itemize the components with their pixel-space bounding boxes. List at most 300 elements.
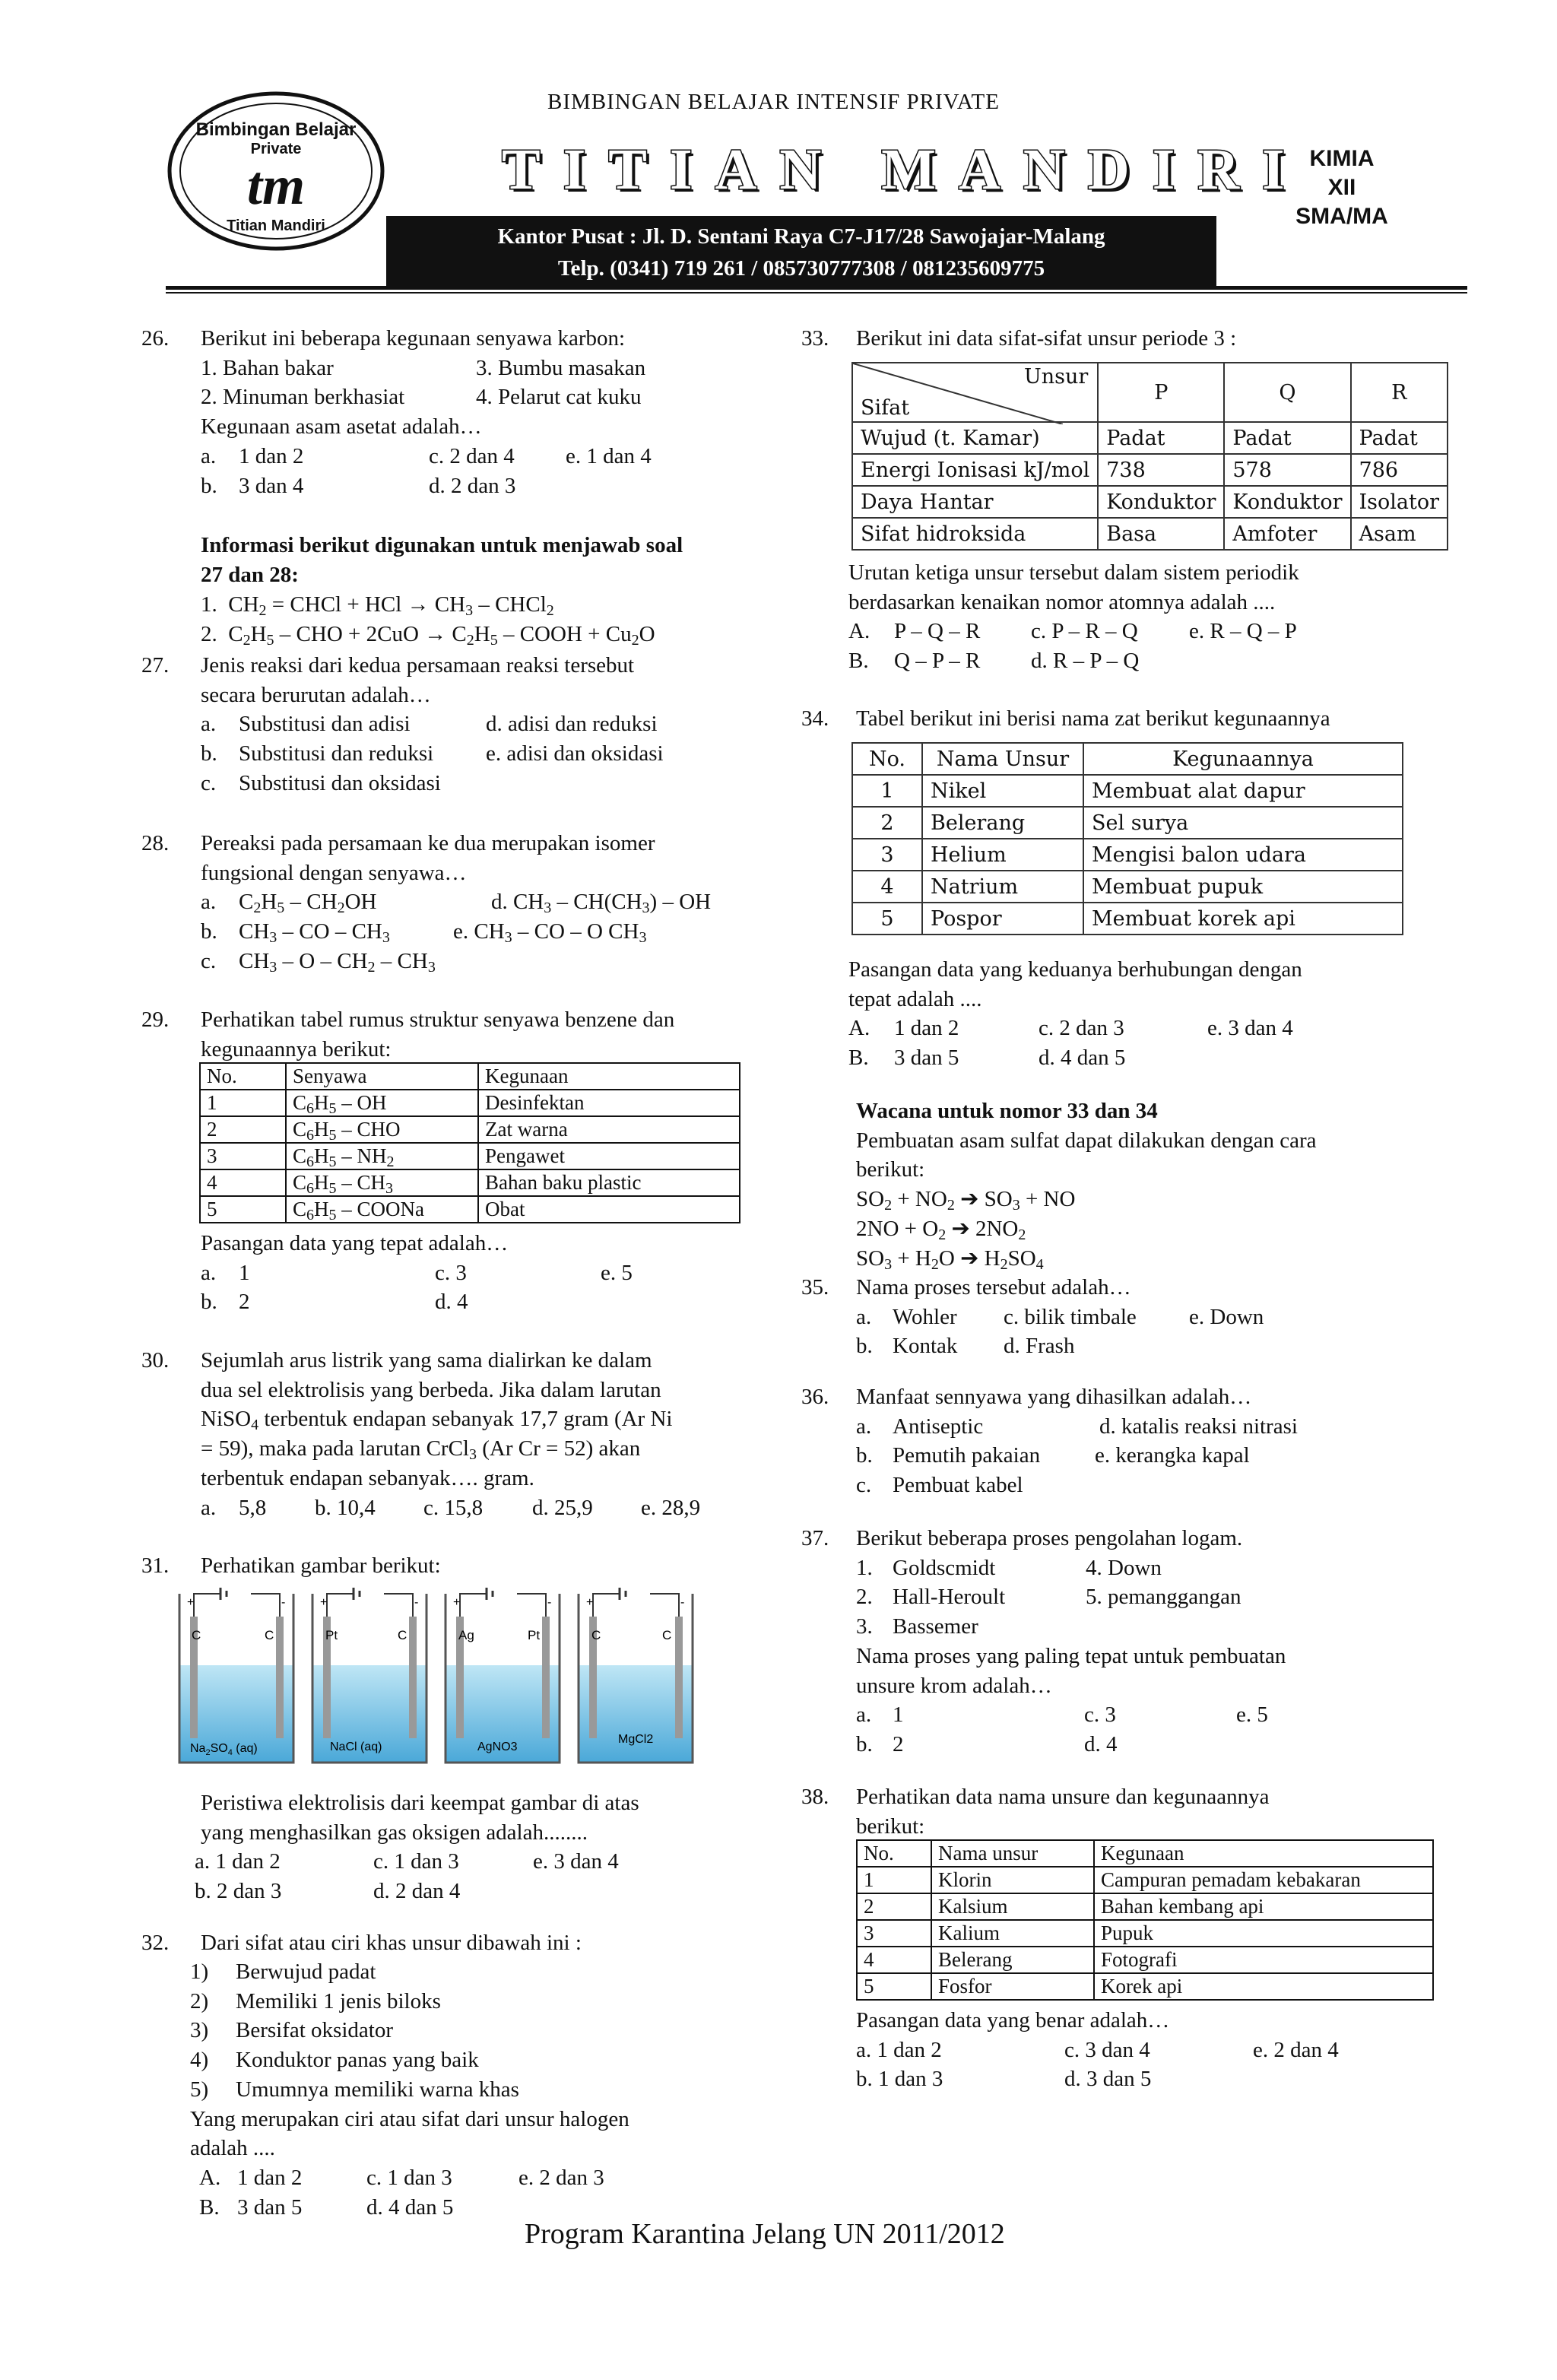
option-b[interactable]: $CH_3$ – CO – $CH_3$ — [239, 919, 390, 947]
table-header: Nama unsur — [931, 1840, 1094, 1867]
table-cell: 3 — [852, 839, 922, 871]
electrode-label: C — [398, 1628, 407, 1642]
cell-1 — [179, 1588, 293, 1763]
option-c[interactable]: $CH_3$ – O – $CH_2 - CH_3$ — [239, 948, 436, 976]
option-letter: a. — [201, 443, 217, 468]
option-d[interactable]: d. katalis reaksi nitrasi — [1099, 1414, 1298, 1439]
element-use-table — [851, 742, 1403, 935]
logo-sub-text: Private — [250, 141, 302, 157]
table-header: R — [1351, 363, 1448, 422]
table-row — [200, 1143, 740, 1169]
question-31-options — [195, 1788, 788, 1906]
table-header-row — [200, 1063, 740, 1090]
subject-label — [1285, 144, 1399, 231]
option-c[interactable]: c. bilik timbale — [1004, 1304, 1137, 1329]
electrode-label: C — [192, 1628, 201, 1642]
table-header: No. — [857, 1840, 931, 1867]
table-cell: 738 — [1098, 454, 1224, 486]
table-header: Senyawa — [286, 1063, 478, 1090]
titian-mandiri-logo — [166, 90, 386, 253]
question-31 — [141, 1551, 441, 1581]
table-cell: Isolator — [1351, 486, 1448, 518]
option-b[interactable]: Substitusi dan reduksi — [239, 741, 434, 766]
text-run: terbentuk endapan sebanyak 17,7 gram (Ar Ni — [258, 1407, 673, 1432]
table-cell: Amfoter — [1224, 518, 1350, 550]
question-ask: Pasangan data yang keduanya berhubungan dengan — [848, 957, 1302, 982]
table-cell: Kalsium — [931, 1893, 1094, 1920]
option-d[interactable]: d. 2 dan 3 — [429, 473, 516, 498]
option-e[interactable]: e. kerangka kapal — [1095, 1443, 1250, 1468]
table-cell: Desinfektan — [478, 1090, 740, 1116]
anode-sign: + — [453, 1596, 461, 1609]
option-a[interactable]: 1 dan 2 — [237, 2165, 303, 2190]
table-cell: 2 — [857, 1893, 931, 1920]
question-stem: secara berurutan adalah… — [201, 682, 431, 707]
table-row — [200, 1090, 740, 1116]
equation: $2NO + O_2$ ➔ $2NO_2$ — [856, 1216, 1026, 1243]
option-c[interactable]: c. 3 dan 4 — [1064, 2037, 1150, 2062]
table-row — [852, 775, 1403, 807]
anode-sign: + — [187, 1596, 195, 1609]
option-e[interactable]: e. adisi dan oksidasi — [486, 741, 664, 766]
option-e[interactable]: e. R – Q – P — [1189, 619, 1297, 644]
table-cell: Konduktor — [1098, 486, 1224, 518]
option-b[interactable]: b. 10,4 — [315, 1495, 376, 1520]
option-b[interactable]: 3 dan 4 — [239, 473, 304, 498]
info-line: Informasi berikut digunakan untuk menjawab soal — [201, 533, 683, 557]
table-row — [852, 903, 1403, 935]
question-34-options — [848, 955, 1457, 1073]
option-e[interactable]: e. 3 dan 4 — [533, 1849, 619, 1874]
electrode-label: Pt — [325, 1628, 338, 1642]
option-d[interactable]: d. 4 — [1084, 1731, 1118, 1756]
wacana-block — [856, 1096, 1464, 1273]
table-cell: 786 — [1351, 454, 1448, 486]
table-row — [852, 518, 1448, 550]
option-c[interactable]: c. 3 — [1084, 1702, 1116, 1728]
cell-4 — [579, 1588, 693, 1763]
table-cell: Mengisi balon udara — [1083, 839, 1403, 871]
table-row — [857, 1947, 1433, 1973]
question-ask: Nama proses yang paling tepat untuk pembuatan — [856, 1643, 1286, 1668]
logo-monogram: tm — [246, 155, 306, 216]
option-e[interactable]: e. 5 — [1236, 1702, 1268, 1728]
table-row — [200, 1116, 740, 1143]
solution-label: NaCl (aq) — [330, 1741, 382, 1753]
option-d[interactable]: d. adisi dan reduksi — [486, 712, 658, 737]
table-cell: $C_6H_5$ – CHO — [286, 1116, 478, 1143]
logo-bottom-text: Titian Mandiri — [227, 217, 325, 234]
question-number: 33. — [801, 326, 829, 351]
option-c[interactable]: c. 1 dan 3 — [366, 2165, 452, 2190]
option-e[interactable]: e. 3 dan 4 — [1207, 1016, 1293, 1041]
question-ask: berdasarkan kenaikan nomor atomnya adalah .... — [848, 589, 1276, 614]
question-ask: Pasangan data yang benar adalah… — [856, 2008, 1170, 2033]
question-ask: Yang merupakan ciri atau sifat dari unsur halogen — [190, 2106, 629, 2131]
cell-3 — [446, 1588, 560, 1763]
list-item: 1) Berwujud padat — [190, 1960, 376, 1984]
option-e[interactable]: e. 1 dan 4 — [566, 443, 652, 468]
header-rule — [166, 286, 1467, 290]
option-letter: b. — [201, 919, 217, 944]
table-row — [852, 871, 1403, 903]
question-stem: berikut: — [856, 1814, 925, 1839]
table-cell: 2 — [852, 807, 922, 839]
table-cell: Klorin — [931, 1867, 1094, 1893]
table-cell: Bahan baku plastic — [478, 1169, 740, 1196]
option-a[interactable]: P – Q – R — [894, 619, 981, 644]
solution-label: AgNO3 — [477, 1741, 518, 1753]
question-stem: Sejumlah arus listrik yang sama dialirkan ke dalam — [201, 1348, 652, 1372]
equation: $SO_3 + H_2O$ ➔ $H_2SO_4$ — [856, 1246, 1044, 1273]
question-ask: Peristiwa elektrolisis dari keempat gambar di atas — [201, 1791, 639, 1815]
table-cell: 5 — [852, 903, 922, 935]
question-32 — [141, 1928, 582, 1958]
list-item: 2) Memiliki 1 jenis biloks — [190, 1988, 441, 2013]
table-row — [852, 422, 1448, 454]
table-header: P — [1098, 363, 1224, 422]
table-cell: Pengawet — [478, 1143, 740, 1169]
text-run: = 59), maka pada larutan CrCl — [201, 1436, 469, 1461]
table-cell: Belerang — [922, 807, 1083, 839]
cathode-sign: - — [414, 1596, 419, 1609]
table-cell: 4 — [852, 871, 922, 903]
option-c[interactable]: Substitusi dan oksidasi — [239, 770, 441, 795]
option-b[interactable]: 3 dan 5 — [237, 2194, 303, 2220]
table-cell: $C_6H_5$ – OH — [286, 1090, 478, 1116]
option-letter: b. — [201, 473, 217, 498]
question-number: 31. — [141, 1553, 170, 1578]
option-c[interactable]: c. 3 — [435, 1260, 467, 1285]
table-cell: Konduktor — [1224, 486, 1350, 518]
table-row — [857, 1867, 1433, 1893]
option-b[interactable]: 3 dan 5 — [894, 1046, 959, 1071]
question-stem: Nama proses tersebut adalah… — [856, 1275, 1131, 1299]
benzene-table — [199, 1062, 740, 1223]
table-cell: Belerang — [931, 1947, 1094, 1973]
question-33 — [801, 324, 1237, 354]
option-letter: A. — [199, 2165, 221, 2190]
question-stem: Perhatikan gambar berikut: — [201, 1553, 441, 1578]
list-item: 3) Bersifat oksidator — [190, 2018, 393, 2043]
cathode-sign: - — [680, 1596, 685, 1609]
table-row — [857, 1973, 1433, 2000]
subject-name: KIMIA — [1309, 146, 1375, 171]
table-row — [852, 454, 1448, 486]
option-e[interactable]: e. 2 dan 4 — [1253, 2037, 1339, 2062]
question-stem: Jenis reaksi dari kedua persamaan reaksi tersebut — [201, 653, 635, 678]
table-cell: Bahan kembang api — [1094, 1893, 1433, 1920]
option-e[interactable]: e. $CH_3$ – CO – O $CH_3$ — [453, 919, 647, 947]
option-d[interactable]: d. 25,9 — [532, 1495, 593, 1520]
office-address: Kantor Pusat : Jl. D. Sentani Raya C7-J17/28 Sawojajar-Malang — [497, 224, 1105, 249]
option-a[interactable]: 5,8 — [239, 1495, 267, 1520]
office-phone: Telp. (0341) 719 261 / 085730777308 / 081235609775 — [557, 256, 1045, 281]
option-c[interactable]: Pembuat kabel — [893, 1473, 1023, 1498]
electrode-label: C — [591, 1628, 601, 1642]
table-header: Kegunaan — [478, 1063, 740, 1090]
page-footer: Program Karantina Jelang UN 2011/2012 — [525, 2218, 1005, 2250]
option-letter: b. — [856, 1334, 873, 1359]
element-use-table-38 — [856, 1839, 1434, 2001]
option-c[interactable]: c. 1 dan 3 — [373, 1849, 459, 1874]
question-number: 26. — [141, 326, 170, 351]
table-cell: Natrium — [922, 871, 1083, 903]
info-line: 27 dan 28: — [201, 562, 299, 587]
table-cell: 1 — [852, 775, 922, 807]
option-letter: a. — [201, 1495, 217, 1520]
cathode-sign: - — [281, 1596, 286, 1609]
corner-bottom-label: Sifat — [861, 396, 910, 420]
question-stem: Berikut ini data sifat-sifat unsur periode 3 : — [856, 326, 1237, 351]
table-cell: $C_6H_5 - NH_2$ — [286, 1143, 478, 1169]
option-letter: a. — [201, 890, 217, 915]
table-row — [200, 1169, 740, 1196]
option-letter: a. — [201, 1260, 217, 1285]
table-cell: 3 — [200, 1143, 286, 1169]
table-cell: $C_6H_5 - CH_3$ — [286, 1169, 478, 1196]
option-d[interactable]: d. $CH_3 - CH(CH_3)$ – OH — [491, 890, 712, 917]
list-item: 1. Goldscmidt 4. Down — [856, 1555, 1162, 1580]
list-item: 4. Pelarut cat kuku — [476, 385, 642, 410]
table-cell: Helium — [922, 839, 1083, 871]
wacana-text: Pembuatan asam sulfat dapat dilakukan dengan cara — [856, 1128, 1317, 1153]
question-ask: adalah .... — [190, 2136, 275, 2161]
option-d[interactable]: d. 2 dan 4 — [373, 1879, 461, 1904]
question-stem: Perhatikan tabel rumus struktur senyawa benzene dan — [201, 1008, 675, 1032]
table-cell: Nikel — [922, 775, 1083, 807]
question-34 — [801, 704, 1330, 734]
table-cell: 3 — [857, 1920, 931, 1947]
table-header-row — [857, 1840, 1433, 1867]
option-a[interactable]: $C_2H_5 - CH_2OH$ — [239, 890, 377, 917]
electrolysis-figure — [173, 1586, 706, 1769]
option-b[interactable]: Kontak — [893, 1334, 958, 1359]
reaction-equations — [201, 590, 655, 649]
question-stem: Pereaksi pada persamaan ke dua merupakan isomer — [201, 831, 655, 855]
question-35 — [801, 1273, 1264, 1359]
table-cell: Padat — [1351, 422, 1448, 454]
option-d[interactable]: d. Frash — [1004, 1334, 1075, 1359]
table-cell: Pospor — [922, 903, 1083, 935]
anode-sign: + — [320, 1596, 328, 1609]
table-cell: Membuat pupuk — [1083, 871, 1403, 903]
address-box — [386, 216, 1216, 286]
subject-grade: XII — [1327, 175, 1356, 200]
table-header-row — [852, 363, 1448, 422]
question-number: 27. — [141, 653, 170, 678]
table-cell: $C_6H_5$ – COONa — [286, 1196, 478, 1223]
text-run: NiSO — [201, 1407, 252, 1432]
question-stem: Berikut beberapa proses pengolahan logam. — [856, 1526, 1243, 1550]
option-d[interactable]: d. 4 dan 5 — [1039, 1046, 1126, 1071]
period3-table — [851, 362, 1448, 551]
question-number: 38. — [801, 1785, 829, 1809]
table-cell: Obat — [478, 1196, 740, 1223]
option-letter: b. — [856, 1731, 873, 1756]
table-header: Kegunaannya — [1083, 743, 1403, 775]
table-cell: Membuat korek api — [1083, 903, 1403, 935]
table-cell: Daya Hantar — [852, 486, 1098, 518]
option-a[interactable]: Substitusi dan adisi — [239, 712, 411, 737]
table-header: Nama Unsur — [922, 743, 1083, 775]
equation: $SO_2 + NO_2$ ➔ $SO_3$ + NO — [856, 1187, 1076, 1214]
table-row — [200, 1196, 740, 1223]
option-e[interactable]: e. 5 — [601, 1260, 633, 1285]
option-b[interactable]: 2 — [893, 1731, 904, 1756]
table-cell: 1 — [857, 1867, 931, 1893]
question-stem: dua sel elektrolisis yang berbeda. Jika dalam larutan — [201, 1377, 661, 1402]
question-ask: tepat adalah .... — [848, 986, 982, 1011]
table-cell: 2 — [200, 1116, 286, 1143]
option-a[interactable]: 1 — [239, 1260, 250, 1285]
list-item: 2. Hall-Heroult 5. pemanggangan — [856, 1585, 1241, 1610]
table-cell: 578 — [1224, 454, 1350, 486]
option-letter: b. — [856, 1443, 873, 1468]
option-letter: B. — [848, 649, 869, 674]
table-cell: Membuat alat dapur — [1083, 775, 1403, 807]
table-cell: 4 — [200, 1169, 286, 1196]
option-a[interactable]: 1 dan 2 — [239, 443, 304, 468]
question-number: 34. — [801, 706, 829, 731]
option-letter: b. — [201, 1290, 217, 1315]
info-27-28 — [201, 531, 683, 589]
option-a[interactable]: 1 — [893, 1702, 904, 1728]
solution-label: $Na_2SO_4$ (aq) — [190, 1742, 258, 1757]
option-a[interactable]: a. 1 dan 2 — [856, 2037, 942, 2062]
table-cell: Padat — [1098, 422, 1224, 454]
question-ask: Pasangan data yang tepat adalah… — [201, 1231, 509, 1255]
option-c[interactable]: c. 2 dan 3 — [1039, 1016, 1124, 1041]
table-corner-cell — [852, 363, 1098, 422]
option-d[interactable]: d. 3 dan 5 — [1064, 2067, 1152, 2092]
option-letter: a. — [856, 1702, 872, 1728]
option-b[interactable]: 2 — [239, 1290, 250, 1315]
option-b[interactable]: b. 1 dan 3 — [856, 2067, 943, 2092]
question-number: 35. — [801, 1275, 829, 1299]
option-b[interactable]: b. 2 dan 3 — [195, 1879, 282, 1904]
question-stem: NiSO$_4$ terbentuk endapan sebanyak 17,7 gram (Ar Ni — [201, 1407, 673, 1434]
table-cell: Basa — [1098, 518, 1224, 550]
question-26 — [141, 324, 652, 498]
option-letter: b. — [201, 741, 217, 766]
question-stem: Manfaat sennyawa yang dihasilkan adalah… — [856, 1385, 1252, 1409]
option-d[interactable]: d. 4 — [435, 1290, 468, 1315]
option-letter: B. — [199, 2194, 220, 2220]
question-stem: Dari sifat atau ciri khas unsur dibawah ini : — [201, 1931, 582, 1955]
option-c[interactable]: c. 2 dan 4 — [429, 443, 515, 468]
option-b[interactable]: Pemutih pakaian — [893, 1443, 1041, 1468]
solution-label: MgCl2 — [618, 1733, 654, 1746]
question-38-options — [856, 2006, 1464, 2094]
header-rule-thin — [166, 292, 1467, 294]
table-cell: 5 — [857, 1973, 931, 2000]
option-letter: a. — [856, 1304, 872, 1329]
option-letter: c. — [201, 948, 217, 973]
corner-top-label: Unsur — [1023, 365, 1089, 389]
table-row — [857, 1893, 1433, 1920]
question-ask: Kegunaan asam asetat adalah… — [201, 414, 482, 440]
anode-sign: + — [586, 1596, 594, 1609]
table-cell: Energi Ionisasi kJ/mol — [852, 454, 1098, 486]
option-letter: c. — [201, 770, 217, 795]
table-cell: Padat — [1224, 422, 1350, 454]
table-cell: Sifat hidroksida — [852, 518, 1098, 550]
list-item: 2. Minuman berkhasiat — [201, 385, 405, 410]
option-e[interactable]: e. 2 dan 3 — [518, 2165, 604, 2190]
question-number: 37. — [801, 1526, 829, 1550]
table-cell: Fotografi — [1094, 1947, 1433, 1973]
table-cell: Pupuk — [1094, 1920, 1433, 1947]
option-letter: c. — [856, 1473, 872, 1498]
option-a[interactable]: 1 dan 2 — [894, 1016, 959, 1041]
option-d[interactable]: d. 4 dan 5 — [366, 2194, 454, 2220]
question-29 — [141, 1005, 675, 1061]
table-cell: Zat warna — [478, 1116, 740, 1143]
list-item: 1. Bahan bakar — [201, 355, 334, 380]
option-b[interactable]: Q – P – R — [894, 649, 981, 674]
option-c[interactable]: c. P – R – Q — [1031, 619, 1138, 644]
table-header: No. — [200, 1063, 286, 1090]
question-38 — [801, 1782, 1270, 1839]
question-29-options — [201, 1229, 778, 1317]
table-cell: 1 — [200, 1090, 286, 1116]
table-cell: 5 — [200, 1196, 286, 1223]
table-cell: Sel surya — [1083, 807, 1403, 839]
table-cell: Kalium — [931, 1920, 1094, 1947]
option-letter: A. — [848, 1016, 870, 1041]
question-28 — [141, 829, 712, 976]
table-cell: Fosfor — [931, 1973, 1094, 2000]
list-item: 3. Bumbu masakan — [476, 355, 646, 380]
cathode-sign: - — [547, 1596, 552, 1609]
wacana-title: Wacana untuk nomor 33 dan 34 — [856, 1099, 1158, 1123]
org-line: BIMBINGAN BELAJAR INTENSIF PRIVATE — [547, 90, 1000, 114]
option-a[interactable]: a. 1 dan 2 — [195, 1849, 281, 1874]
option-letter: a. — [856, 1414, 872, 1439]
question-stem: Tabel berikut ini berisi nama zat berikut kegunaannya — [856, 706, 1330, 731]
option-c[interactable]: c. 15,8 — [423, 1495, 484, 1520]
subject-level: SMA/MA — [1295, 204, 1388, 229]
question-number: 28. — [141, 831, 170, 855]
option-a[interactable]: Wohler — [893, 1304, 957, 1329]
electrode-label: C — [662, 1628, 672, 1642]
question-number: 36. — [801, 1385, 829, 1409]
electrode-label: Pt — [528, 1628, 541, 1642]
table-cell: Korek api — [1094, 1973, 1433, 2000]
question-ask: Urutan ketiga unsur tersebut dalam sistem periodik — [848, 560, 1299, 585]
reaction-1: 1. $CH_2$ = CHCl + HCl → $CH_3$ – CHCl$_2$ — [201, 592, 554, 619]
option-e[interactable]: e. 28,9 — [641, 1495, 701, 1520]
option-letter: B. — [848, 1046, 869, 1071]
list-item: 4) Konduktor panas yang baik — [190, 2048, 479, 2073]
question-32-body — [190, 1957, 798, 2222]
brand-title: TITIAN MANDIRI — [502, 138, 1308, 202]
table-header-row — [852, 743, 1403, 775]
question-27 — [141, 651, 664, 795]
option-letter: A. — [848, 619, 870, 644]
question-number: 32. — [141, 1931, 170, 1955]
option-a[interactable]: Antiseptic — [893, 1414, 984, 1439]
table-cell: Wujud (t. Kamar) — [852, 422, 1098, 454]
option-d[interactable]: d. R – P – Q — [1031, 649, 1140, 674]
text-run: (Ar Cr = 52) akan — [476, 1436, 641, 1461]
option-e[interactable]: e. Down — [1189, 1304, 1264, 1329]
list-item: 5) Umumnya memiliki warna khas — [190, 2077, 519, 2102]
question-ask: unsure krom adalah… — [856, 1673, 1052, 1698]
question-ask: yang menghasilkan gas oksigen adalah........ — [201, 1820, 588, 1845]
table-header: Kegunaan — [1094, 1840, 1433, 1867]
